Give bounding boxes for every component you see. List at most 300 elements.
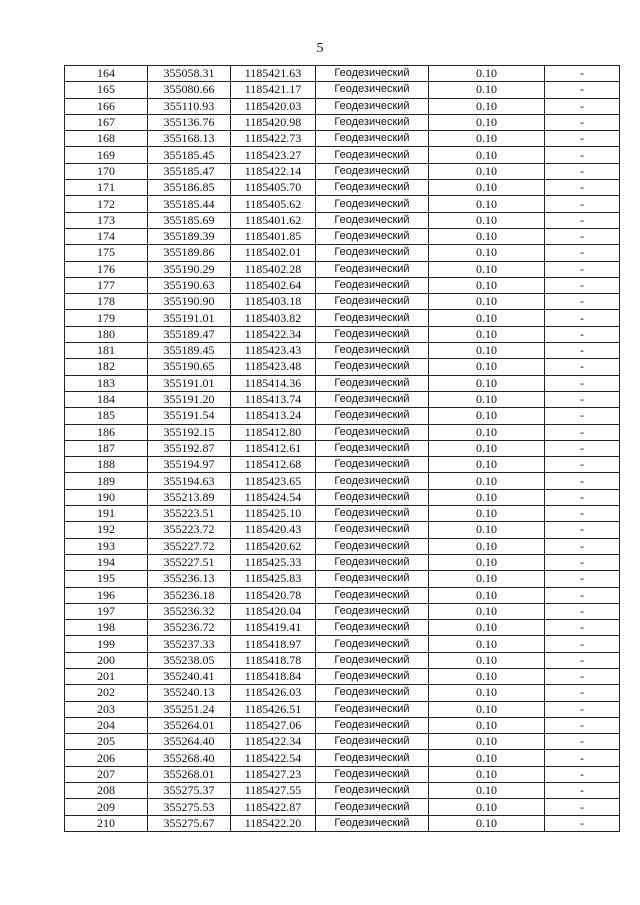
y-coordinate-cell: 1185420.04 [231, 603, 316, 619]
y-coordinate-cell: 1185422.73 [231, 131, 316, 147]
accuracy-cell: 0.10 [429, 587, 545, 603]
y-coordinate-cell: 1185426.51 [231, 701, 316, 717]
accuracy-cell: 0.10 [429, 391, 545, 407]
method-cell: Геодезический [316, 66, 429, 82]
description-cell: - [545, 636, 620, 652]
accuracy-cell: 0.10 [429, 571, 545, 587]
point-number-cell: 203 [65, 701, 148, 717]
table-row [65, 554, 620, 570]
method-cell: Геодезический [316, 343, 429, 359]
method-cell: Геодезический [316, 587, 429, 603]
point-number-cell: 189 [65, 473, 148, 489]
description-cell: - [545, 375, 620, 391]
accuracy-cell: 0.10 [429, 522, 545, 538]
description-cell: - [545, 685, 620, 701]
point-number-cell: 187 [65, 440, 148, 456]
x-coordinate-cell: 355227.51 [148, 554, 231, 570]
accuracy-cell: 0.10 [429, 424, 545, 440]
point-number-cell: 206 [65, 750, 148, 766]
x-coordinate-cell: 355227.72 [148, 538, 231, 554]
point-number-cell: 172 [65, 196, 148, 212]
y-coordinate-cell: 1185422.14 [231, 163, 316, 179]
description-cell: - [545, 489, 620, 505]
accuracy-cell: 0.10 [429, 163, 545, 179]
table-row [65, 294, 620, 310]
method-cell: Геодезический [316, 147, 429, 163]
accuracy-cell: 0.10 [429, 489, 545, 505]
point-number-cell: 181 [65, 343, 148, 359]
x-coordinate-cell: 355237.33 [148, 636, 231, 652]
table-row [65, 636, 620, 652]
description-cell: - [545, 750, 620, 766]
accuracy-cell: 0.10 [429, 799, 545, 815]
table-row [65, 408, 620, 424]
table-row [65, 359, 620, 375]
x-coordinate-cell: 355186.85 [148, 180, 231, 196]
point-number-cell: 197 [65, 603, 148, 619]
description-cell: - [545, 359, 620, 375]
x-coordinate-cell: 355190.63 [148, 277, 231, 293]
x-coordinate-cell: 355136.76 [148, 114, 231, 130]
accuracy-cell: 0.10 [429, 766, 545, 782]
method-cell: Геодезический [316, 196, 429, 212]
y-coordinate-cell: 1185418.97 [231, 636, 316, 652]
accuracy-cell: 0.10 [429, 212, 545, 228]
method-cell: Геодезический [316, 734, 429, 750]
point-number-cell: 185 [65, 408, 148, 424]
x-coordinate-cell: 355236.18 [148, 587, 231, 603]
description-cell: - [545, 180, 620, 196]
method-cell: Геодезический [316, 391, 429, 407]
accuracy-cell: 0.10 [429, 277, 545, 293]
point-number-cell: 180 [65, 326, 148, 342]
point-number-cell: 195 [65, 571, 148, 587]
method-cell: Геодезический [316, 163, 429, 179]
description-cell: - [545, 457, 620, 473]
y-coordinate-cell: 1185420.03 [231, 98, 316, 114]
method-cell: Геодезический [316, 310, 429, 326]
y-coordinate-cell: 1185424.54 [231, 489, 316, 505]
method-cell: Геодезический [316, 603, 429, 619]
table-row [65, 180, 620, 196]
table-row [65, 343, 620, 359]
accuracy-cell: 0.10 [429, 440, 545, 456]
y-coordinate-cell: 1185421.63 [231, 66, 316, 82]
method-cell: Геодезический [316, 620, 429, 636]
accuracy-cell: 0.10 [429, 147, 545, 163]
x-coordinate-cell: 355240.13 [148, 685, 231, 701]
point-number-cell: 198 [65, 620, 148, 636]
x-coordinate-cell: 355185.45 [148, 147, 231, 163]
method-cell: Геодезический [316, 815, 429, 831]
method-cell: Геодезический [316, 750, 429, 766]
table-row [65, 277, 620, 293]
x-coordinate-cell: 355191.01 [148, 375, 231, 391]
description-cell: - [545, 66, 620, 82]
description-cell: - [545, 196, 620, 212]
accuracy-cell: 0.10 [429, 261, 545, 277]
x-coordinate-cell: 355264.01 [148, 717, 231, 733]
table-row [65, 587, 620, 603]
coordinates-table [64, 65, 620, 832]
description-cell: - [545, 717, 620, 733]
y-coordinate-cell: 1185414.36 [231, 375, 316, 391]
accuracy-cell: 0.10 [429, 196, 545, 212]
x-coordinate-cell: 355190.90 [148, 294, 231, 310]
accuracy-cell: 0.10 [429, 180, 545, 196]
x-coordinate-cell: 355191.01 [148, 310, 231, 326]
page-number: 5 [316, 41, 324, 56]
accuracy-cell: 0.10 [429, 114, 545, 130]
point-number-cell: 178 [65, 294, 148, 310]
method-cell: Геодезический [316, 245, 429, 261]
y-coordinate-cell: 1185423.27 [231, 147, 316, 163]
method-cell: Геодезический [316, 685, 429, 701]
description-cell: - [545, 440, 620, 456]
description-cell: - [545, 473, 620, 489]
x-coordinate-cell: 355189.39 [148, 228, 231, 244]
point-number-cell: 182 [65, 359, 148, 375]
method-cell: Геодезический [316, 375, 429, 391]
x-coordinate-cell: 355191.54 [148, 408, 231, 424]
x-coordinate-cell: 355236.32 [148, 603, 231, 619]
y-coordinate-cell: 1185425.10 [231, 506, 316, 522]
y-coordinate-cell: 1185422.54 [231, 750, 316, 766]
method-cell: Геодезический [316, 114, 429, 130]
description-cell: - [545, 587, 620, 603]
x-coordinate-cell: 355080.66 [148, 82, 231, 98]
x-coordinate-cell: 355251.24 [148, 701, 231, 717]
method-cell: Геодезический [316, 457, 429, 473]
method-cell: Геодезический [316, 326, 429, 342]
description-cell: - [545, 554, 620, 570]
accuracy-cell: 0.10 [429, 783, 545, 799]
method-cell: Геодезический [316, 228, 429, 244]
table-row [65, 538, 620, 554]
point-number-cell: 167 [65, 114, 148, 130]
point-number-cell: 191 [65, 506, 148, 522]
point-number-cell: 183 [65, 375, 148, 391]
x-coordinate-cell: 355264.40 [148, 734, 231, 750]
method-cell: Геодезический [316, 766, 429, 782]
accuracy-cell: 0.10 [429, 82, 545, 98]
accuracy-cell: 0.10 [429, 294, 545, 310]
y-coordinate-cell: 1185425.33 [231, 554, 316, 570]
description-cell: - [545, 522, 620, 538]
table-row [65, 766, 620, 782]
method-cell: Геодезический [316, 440, 429, 456]
table-row [65, 457, 620, 473]
y-coordinate-cell: 1185427.23 [231, 766, 316, 782]
y-coordinate-cell: 1185423.65 [231, 473, 316, 489]
description-cell: - [545, 212, 620, 228]
description-cell: - [545, 343, 620, 359]
x-coordinate-cell: 355189.86 [148, 245, 231, 261]
description-cell: - [545, 326, 620, 342]
y-coordinate-cell: 1185419.41 [231, 620, 316, 636]
x-coordinate-cell: 355275.37 [148, 783, 231, 799]
x-coordinate-cell: 355189.45 [148, 343, 231, 359]
table-row [65, 424, 620, 440]
table-row [65, 228, 620, 244]
y-coordinate-cell: 1185427.55 [231, 783, 316, 799]
method-cell: Геодезический [316, 522, 429, 538]
point-number-cell: 173 [65, 212, 148, 228]
method-cell: Геодезический [316, 506, 429, 522]
accuracy-cell: 0.10 [429, 98, 545, 114]
y-coordinate-cell: 1185412.61 [231, 440, 316, 456]
x-coordinate-cell: 355236.72 [148, 620, 231, 636]
y-coordinate-cell: 1185420.98 [231, 114, 316, 130]
x-coordinate-cell: 355192.87 [148, 440, 231, 456]
accuracy-cell: 0.10 [429, 343, 545, 359]
method-cell: Геодезический [316, 538, 429, 554]
accuracy-cell: 0.10 [429, 473, 545, 489]
table-row [65, 261, 620, 277]
y-coordinate-cell: 1185422.34 [231, 734, 316, 750]
x-coordinate-cell: 355194.97 [148, 457, 231, 473]
table-row [65, 66, 620, 82]
y-coordinate-cell: 1185420.62 [231, 538, 316, 554]
accuracy-cell: 0.10 [429, 245, 545, 261]
table-row [65, 717, 620, 733]
table-row [65, 783, 620, 799]
point-number-cell: 171 [65, 180, 148, 196]
x-coordinate-cell: 355168.13 [148, 131, 231, 147]
accuracy-cell: 0.10 [429, 603, 545, 619]
x-coordinate-cell: 355275.67 [148, 815, 231, 831]
table-row [65, 440, 620, 456]
table-row [65, 701, 620, 717]
table-row [65, 685, 620, 701]
method-cell: Геодезический [316, 180, 429, 196]
x-coordinate-cell: 355190.29 [148, 261, 231, 277]
method-cell: Геодезический [316, 799, 429, 815]
method-cell: Геодезический [316, 668, 429, 684]
y-coordinate-cell: 1185405.62 [231, 196, 316, 212]
x-coordinate-cell: 355223.51 [148, 506, 231, 522]
table-row [65, 131, 620, 147]
y-coordinate-cell: 1185418.84 [231, 668, 316, 684]
point-number-cell: 202 [65, 685, 148, 701]
point-number-cell: 170 [65, 163, 148, 179]
x-coordinate-cell: 355191.20 [148, 391, 231, 407]
y-coordinate-cell: 1185423.43 [231, 343, 316, 359]
table-row [65, 799, 620, 815]
y-coordinate-cell: 1185420.43 [231, 522, 316, 538]
accuracy-cell: 0.10 [429, 685, 545, 701]
point-number-cell: 164 [65, 66, 148, 82]
description-cell: - [545, 668, 620, 684]
description-cell: - [545, 245, 620, 261]
description-cell: - [545, 131, 620, 147]
method-cell: Геодезический [316, 261, 429, 277]
y-coordinate-cell: 1185401.62 [231, 212, 316, 228]
table-row [65, 506, 620, 522]
point-number-cell: 200 [65, 652, 148, 668]
coordinates-table-body [65, 66, 620, 832]
accuracy-cell: 0.10 [429, 750, 545, 766]
point-number-cell: 199 [65, 636, 148, 652]
point-number-cell: 209 [65, 799, 148, 815]
table-row [65, 815, 620, 831]
description-cell: - [545, 538, 620, 554]
x-coordinate-cell: 355190.65 [148, 359, 231, 375]
y-coordinate-cell: 1185425.83 [231, 571, 316, 587]
point-number-cell: 205 [65, 734, 148, 750]
x-coordinate-cell: 355223.72 [148, 522, 231, 538]
method-cell: Геодезический [316, 473, 429, 489]
method-cell: Геодезический [316, 717, 429, 733]
table-row [65, 668, 620, 684]
accuracy-cell: 0.10 [429, 717, 545, 733]
accuracy-cell: 0.10 [429, 701, 545, 717]
accuracy-cell: 0.10 [429, 538, 545, 554]
table-row [65, 98, 620, 114]
description-cell: - [545, 620, 620, 636]
table-row [65, 147, 620, 163]
table-row [65, 326, 620, 342]
description-cell: - [545, 114, 620, 130]
method-cell: Геодезический [316, 424, 429, 440]
y-coordinate-cell: 1185405.70 [231, 180, 316, 196]
table-row [65, 620, 620, 636]
y-coordinate-cell: 1185402.28 [231, 261, 316, 277]
table-row [65, 571, 620, 587]
accuracy-cell: 0.10 [429, 66, 545, 82]
table-row [65, 391, 620, 407]
point-number-cell: 196 [65, 587, 148, 603]
accuracy-cell: 0.10 [429, 554, 545, 570]
point-number-cell: 201 [65, 668, 148, 684]
point-number-cell: 193 [65, 538, 148, 554]
method-cell: Геодезический [316, 277, 429, 293]
y-coordinate-cell: 1185402.01 [231, 245, 316, 261]
table-row [65, 212, 620, 228]
method-cell: Геодезический [316, 636, 429, 652]
point-number-cell: 210 [65, 815, 148, 831]
y-coordinate-cell: 1185402.64 [231, 277, 316, 293]
accuracy-cell: 0.10 [429, 326, 545, 342]
point-number-cell: 190 [65, 489, 148, 505]
description-cell: - [545, 408, 620, 424]
y-coordinate-cell: 1185412.68 [231, 457, 316, 473]
point-number-cell: 166 [65, 98, 148, 114]
x-coordinate-cell: 355213.89 [148, 489, 231, 505]
table-row [65, 473, 620, 489]
description-cell: - [545, 799, 620, 815]
description-cell: - [545, 277, 620, 293]
method-cell: Геодезический [316, 652, 429, 668]
table-row [65, 734, 620, 750]
description-cell: - [545, 815, 620, 831]
description-cell: - [545, 98, 620, 114]
description-cell: - [545, 82, 620, 98]
method-cell: Геодезический [316, 82, 429, 98]
description-cell: - [545, 652, 620, 668]
description-cell: - [545, 163, 620, 179]
description-cell: - [545, 701, 620, 717]
x-coordinate-cell: 355275.53 [148, 799, 231, 815]
table-row [65, 245, 620, 261]
point-number-cell: 174 [65, 228, 148, 244]
x-coordinate-cell: 355192.15 [148, 424, 231, 440]
y-coordinate-cell: 1185403.82 [231, 310, 316, 326]
accuracy-cell: 0.10 [429, 734, 545, 750]
method-cell: Геодезический [316, 131, 429, 147]
accuracy-cell: 0.10 [429, 620, 545, 636]
accuracy-cell: 0.10 [429, 408, 545, 424]
table-row [65, 114, 620, 130]
x-coordinate-cell: 355110.93 [148, 98, 231, 114]
description-cell: - [545, 261, 620, 277]
accuracy-cell: 0.10 [429, 652, 545, 668]
x-coordinate-cell: 355240.41 [148, 668, 231, 684]
method-cell: Геодезический [316, 554, 429, 570]
accuracy-cell: 0.10 [429, 668, 545, 684]
method-cell: Геодезический [316, 98, 429, 114]
point-number-cell: 207 [65, 766, 148, 782]
point-number-cell: 184 [65, 391, 148, 407]
y-coordinate-cell: 1185420.78 [231, 587, 316, 603]
x-coordinate-cell: 355194.63 [148, 473, 231, 489]
accuracy-cell: 0.10 [429, 375, 545, 391]
y-coordinate-cell: 1185403.18 [231, 294, 316, 310]
x-coordinate-cell: 355268.01 [148, 766, 231, 782]
description-cell: - [545, 571, 620, 587]
method-cell: Геодезический [316, 571, 429, 587]
y-coordinate-cell: 1185422.87 [231, 799, 316, 815]
point-number-cell: 186 [65, 424, 148, 440]
table-row [65, 603, 620, 619]
y-coordinate-cell: 1185427.06 [231, 717, 316, 733]
accuracy-cell: 0.10 [429, 310, 545, 326]
y-coordinate-cell: 1185422.34 [231, 326, 316, 342]
accuracy-cell: 0.10 [429, 506, 545, 522]
accuracy-cell: 0.10 [429, 457, 545, 473]
x-coordinate-cell: 355189.47 [148, 326, 231, 342]
table-row [65, 375, 620, 391]
description-cell: - [545, 783, 620, 799]
table-row [65, 196, 620, 212]
description-cell: - [545, 391, 620, 407]
x-coordinate-cell: 355185.44 [148, 196, 231, 212]
table-row [65, 522, 620, 538]
y-coordinate-cell: 1185426.03 [231, 685, 316, 701]
point-number-cell: 179 [65, 310, 148, 326]
x-coordinate-cell: 355058.31 [148, 66, 231, 82]
point-number-cell: 194 [65, 554, 148, 570]
y-coordinate-cell: 1185413.24 [231, 408, 316, 424]
x-coordinate-cell: 355185.47 [148, 163, 231, 179]
table-row [65, 310, 620, 326]
accuracy-cell: 0.10 [429, 131, 545, 147]
point-number-cell: 176 [65, 261, 148, 277]
point-number-cell: 188 [65, 457, 148, 473]
accuracy-cell: 0.10 [429, 815, 545, 831]
accuracy-cell: 0.10 [429, 228, 545, 244]
description-cell: - [545, 147, 620, 163]
description-cell: - [545, 424, 620, 440]
point-number-cell: 169 [65, 147, 148, 163]
table-row [65, 750, 620, 766]
point-number-cell: 165 [65, 82, 148, 98]
table-row [65, 82, 620, 98]
description-cell: - [545, 228, 620, 244]
table-row [65, 489, 620, 505]
accuracy-cell: 0.10 [429, 636, 545, 652]
method-cell: Геодезический [316, 489, 429, 505]
